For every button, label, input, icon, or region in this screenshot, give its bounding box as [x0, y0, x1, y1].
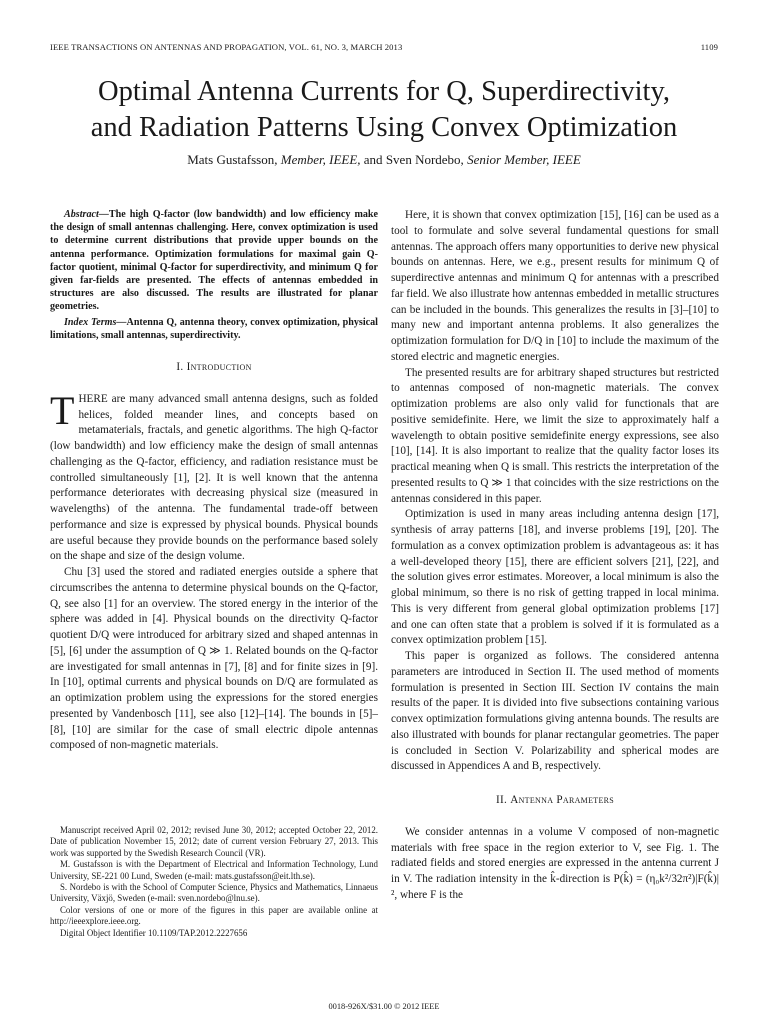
page-number: 1109	[700, 42, 718, 52]
footnote-doi: Digital Object Identifier 10.1109/TAP.2012.2227656	[60, 927, 248, 938]
intro-paragraph-2: Chu [3] used the stored and radiated energies outside a sphere that circumscribes the antenna to determine physical bounds on the Q-factor, Q, see also [1] for an overview. The stored energy in the interior of the sphere was added in [4]. Physical bounds on the directivity Q-factor quotient D/Q were introduced for arbitrary sized and shaped antennas in [5], [6] under the assumption of Q ≫ 1. Related bounds on the Q-factor are investigated for small antennas in [7], [8] and for finite sizes in [9]. In [10], optimal currents and physical bounds on D/Q are formulated as an optimization problem using the expressions for the stored energies presented by Vandenbosch [11], see also [12]–[14]. The bounds in [5]–[8], [10] are similar for the case of small electric dipole antennas composed of non-magnetic materials.	[50, 566, 378, 752]
author-line	[40, 152, 728, 168]
footnote-color: Color versions of one or more of the figures in this paper are available online at http://ieeexplore.ieee.org.	[50, 904, 378, 927]
index-terms-text: Antenna Q, antenna theory, convex optimization, physical limitations, small antennas, superdirectivity.	[50, 316, 378, 341]
drop-cap: T	[50, 387, 75, 433]
footnote-manuscript: Manuscript received April 02, 2012; revised June 30, 2012; accepted October 22, 2012. Date of publication November 15, 2012; date of current version February 27, 2013. This work was supported by the Swedish Research Council (VR).	[50, 825, 378, 858]
intro-paragraph-1: THERE are many advanced small antenna designs, such as folded helices, folded meander lines, and concepts based on metamaterials, fractals, and genetic algorithms. The high Q-factor (low bandwidth) and low efficiency make the design of small antennas challenging as the Q-factor, efficiency, and radiation resistance must be controlled simultaneously [1], [2]. It is well known that the antenna performance deteriorates with decreasing physical size (measured in wavelengths) of the antenna. The fundamental trade-off between performance and size is expressed by physical bounds. Physical bounds are useful because they provide bounds on the performance based solely on the shape and size of the design volume.	[50, 387, 378, 563]
journal-name: IEEE TRANSACTIONS ON ANTENNAS AND PROPAGATION, VOL. 61, NO. 3, MARCH 2013	[50, 42, 403, 52]
section-number: II.	[495, 794, 508, 806]
copyright-footer: 0018-926X/$31.00 © 2012 IEEE	[328, 1002, 440, 1011]
abstract	[50, 208, 378, 342]
footnotes	[50, 825, 378, 939]
index-terms-label: Index Terms—	[64, 316, 127, 328]
running-header	[50, 42, 718, 56]
section-title: Antenna Parameters	[510, 794, 615, 806]
author-1: Mats Gustafsson,	[187, 152, 278, 167]
paper-title	[40, 74, 728, 146]
author-1-role: Member, IEEE,	[280, 152, 361, 167]
right-paragraph-3: Optimization is used in many areas including antenna design [17], synthesis of array patterns [18], and inverse problems [19], [20]. The formulation as a convex optimization problem is advantageous as: it has a well-developed theory [15], there are efficient solvers [21], [22], and the solution gives error estimates. Moreover, a local minimum is also the global minimum, so there is no risk of getting trapped in local minima. This is very different from general global optimization problems [17] and one can often state that a problem is solved if it is formulated as a convex optimization problem [15].	[391, 508, 719, 647]
title-line-1: Optimal Antenna Currents for Q, Superdirectivity,	[98, 76, 670, 107]
author-2-role: Senior Member, IEEE	[467, 152, 581, 167]
right-paragraph-1: Here, it is shown that convex optimization [15], [16] can be used as a tool to formulate and solve several fundamental questions for small antennas. The approach offers many opportunities to derive new physical bounds on antennas. Here, we e.g., present results for minimum Q of superdirective antennas and minimum Q for antennas with a prescribed far field. We also illustrate how antennas embedded in metallic structures can be included in the bounds. This generalizes the results in [3]–[10] to many new and important antenna problems. It also generalizes the optimization formulation for D/Q in [10] to include the maximum of the stored electric and magnetic energies.	[391, 209, 719, 363]
section-number: I.	[176, 361, 184, 374]
left-column	[50, 208, 378, 754]
abstract-label: Abstract—	[64, 209, 109, 220]
title-line-2: and Radiation Patterns Using Convex Optimization	[90, 112, 678, 143]
section-title: Introduction	[186, 361, 252, 374]
author-2: Sven Nordebo,	[385, 152, 464, 167]
right-paragraph-2: The presented results are for arbitrary shaped structures but restricted to antennas composed of non-magnetic materials. The convex optimization problems are also only valid for functionals that are positive semidefinite. Here, we limit the size to approximately half a wavelength to obtain positive semidefinite energy expressions, see also [10], [14]. It is also important to realize that the quality factor loses its practical meaning when Q is small. This restricts the interpretation of the presented results to Q ≫ 1 that coincides with the size restrictions on the antennas considered in this paper.	[391, 366, 719, 505]
footnote-author-1: M. Gustafsson is with the Department of Electrical and Information Technology, Lund University, SE-221 00 Lund, Sweden (e-mail: mats.gustafsson@eit.lth.se).	[50, 859, 378, 881]
footnote-author-2: S. Nordebo is with the School of Computer Science, Physics and Mathematics, Linnaeus University, Växjö, Sweden (e-mail: sven.nordebo@lnu.se).	[50, 882, 378, 904]
right-paragraph-4: This paper is organized as follows. The considered antenna parameters are introduced in Section II. The used method of moments formulation is presented in Section III. Section IV contains the main results of the paper. It is divided into five subsections containing various convex optimization formulations giving antenna bounds. The results are also illustrated with bounds for planar rectangular geometries. The paper is concluded in Section V. Polarizability and spherical modes are discussed in Appendices A and B, respectively.	[391, 650, 719, 773]
section-heading-introduction	[50, 360, 378, 376]
right-column	[391, 208, 719, 904]
author-and: and	[363, 152, 383, 167]
right-paragraph-5: We consider antennas in a volume V composed of non-magnetic materials with free space in the region exterior to V, see Fig. 1. The radiated fields and stored energies are expressed in the antenna current J in V. The radiation intensity in the k̂-direction is P(k̂) = (η₀k²/32π²)|F(k̂)|², where F is the	[391, 825, 719, 901]
section-heading-antenna-parameters	[391, 793, 719, 809]
abstract-text: The high Q-factor (low bandwidth) and low efficiency make the design of small antennas challenging. Here, convex optimization is used to determine current distributions that provide upper bounds on the antenna performance. Optimization formulations for maximal gain Q-factor quotient, minimal Q-factor for superdirectivity, and minimum Q for given far-fields are presented. The effects of antennas embedded in structures are also discussed. The results are illustrated for planar geometries.	[50, 209, 378, 313]
